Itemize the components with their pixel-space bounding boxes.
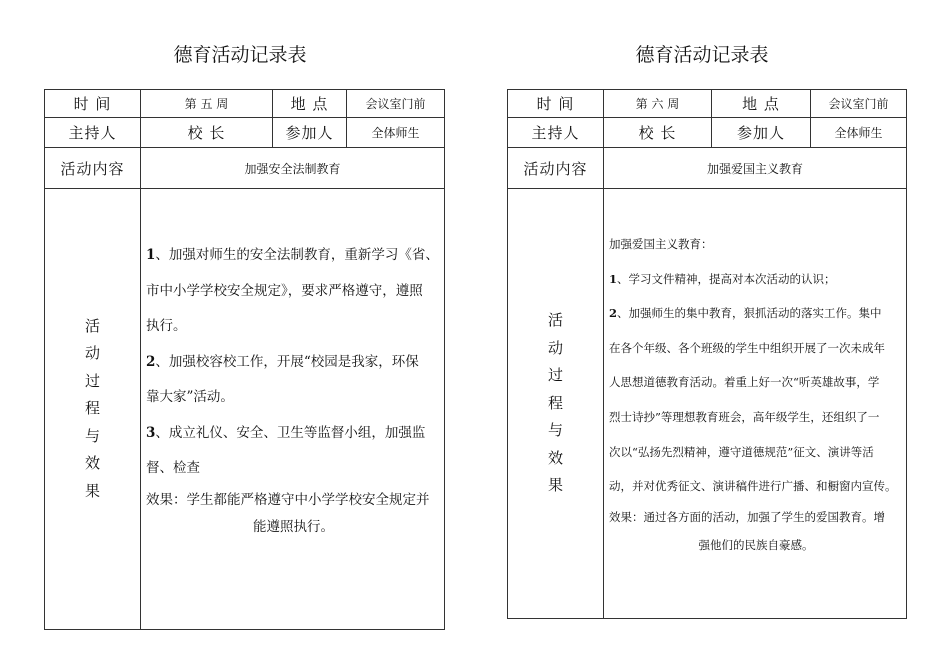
body-line: 次以“弘扬先烈精神，遵守道德规范”征文、演讲等活 (609, 444, 874, 459)
body-line: 烈士诗抄”等理想教育班会，高年级学生，还组织了一 (609, 409, 880, 424)
process-label-char: 程 (547, 393, 563, 412)
process-label-char: 活 (547, 311, 563, 330)
process-label-char: 果 (547, 476, 563, 495)
effect-line: 效果：通过各方面的活动，加强了学生的爱国教育。增 (609, 509, 885, 524)
process-label-char: 过 (84, 371, 100, 390)
host-value: 校 长 (604, 118, 712, 148)
body-line: 2、加强师生的集中教育，狠抓活动的落实工作。集中 (609, 306, 882, 321)
time-value: 第 六 周 (604, 90, 712, 118)
body-line: 靠大家”活动。 (146, 389, 234, 405)
body-line: 加强爱国主义教育： (609, 237, 713, 251)
effect-line: 强他们的民族自豪感。 (698, 537, 814, 552)
host-label: 主持人 (45, 118, 141, 148)
process-body (141, 189, 445, 630)
process-label-char: 程 (84, 399, 100, 418)
place-label: 地 点 (273, 90, 347, 118)
host-label: 主持人 (508, 118, 604, 148)
time-label: 时 间 (508, 90, 604, 118)
process-label-char: 与 (84, 426, 100, 445)
process-label-char: 与 (547, 421, 563, 440)
content-label: 活动内容 (508, 148, 604, 189)
place-value: 会议室门前 (347, 90, 445, 118)
body-line: 1、加强对师生的安全法制教育，重新学习《省、 (146, 247, 439, 263)
body-line: 人思想道德教育活动。着重上好一次“听英雄故事，学 (609, 375, 880, 390)
process-label-char: 效 (547, 448, 563, 467)
process-label-char: 过 (547, 366, 563, 385)
place-label: 地 点 (712, 90, 811, 118)
body-line: 3、成立礼仪、安全、卫生等监督小组，加强监 (146, 424, 426, 441)
time-value: 第 五 周 (141, 90, 273, 118)
effect-line: 能遵照执行。 (253, 518, 334, 535)
process-label-cell (508, 189, 604, 619)
process-label (508, 307, 603, 500)
process-label-char: 活 (84, 316, 100, 335)
body-line: 督、检查 (146, 460, 200, 476)
process-label-char: 动 (547, 338, 563, 357)
participants-value: 全体师生 (347, 118, 445, 148)
process-label-char: 果 (84, 481, 100, 500)
process-body (604, 189, 907, 619)
form-title: 德育活动记录表 (173, 44, 307, 66)
time-label: 时 间 (45, 90, 141, 118)
effect-line: 效果：学生都能严格遵守中小学学校安全规定并 (146, 491, 430, 508)
record-table (507, 89, 907, 619)
body-line: 在各个年级、各个班级的学生中组织开展了一次未成年 (609, 340, 885, 355)
body-line: 动，并对优秀征文、演讲稿件进行广播、和橱窗内宣传。 (609, 479, 897, 494)
content-label: 活动内容 (45, 148, 141, 189)
body-line: 2、加强校容校工作，开展“校园是我家，环保 (146, 353, 419, 370)
participants-value: 全体师生 (811, 118, 907, 148)
process-label-cell (45, 189, 141, 630)
form-title: 德育活动记录表 (635, 44, 769, 66)
body-line: 执行。 (146, 318, 187, 334)
place-value: 会议室门前 (811, 90, 907, 118)
participants-label: 参加人 (712, 118, 811, 148)
process-label-char: 效 (84, 454, 100, 473)
body-line: 1、学习文件精神，提高对本次活动的认识； (609, 271, 836, 286)
process-label (45, 313, 140, 506)
record-table (44, 89, 445, 630)
content-value: 加强安全法制教育 (141, 148, 445, 189)
body-line: 市中小学学校安全规定》，要求严格遵守，遵照 (146, 282, 423, 299)
participants-label: 参加人 (273, 118, 347, 148)
process-label-char: 动 (84, 344, 100, 363)
host-value: 校 长 (141, 118, 273, 148)
content-value: 加强爱国主义教育 (604, 148, 907, 189)
